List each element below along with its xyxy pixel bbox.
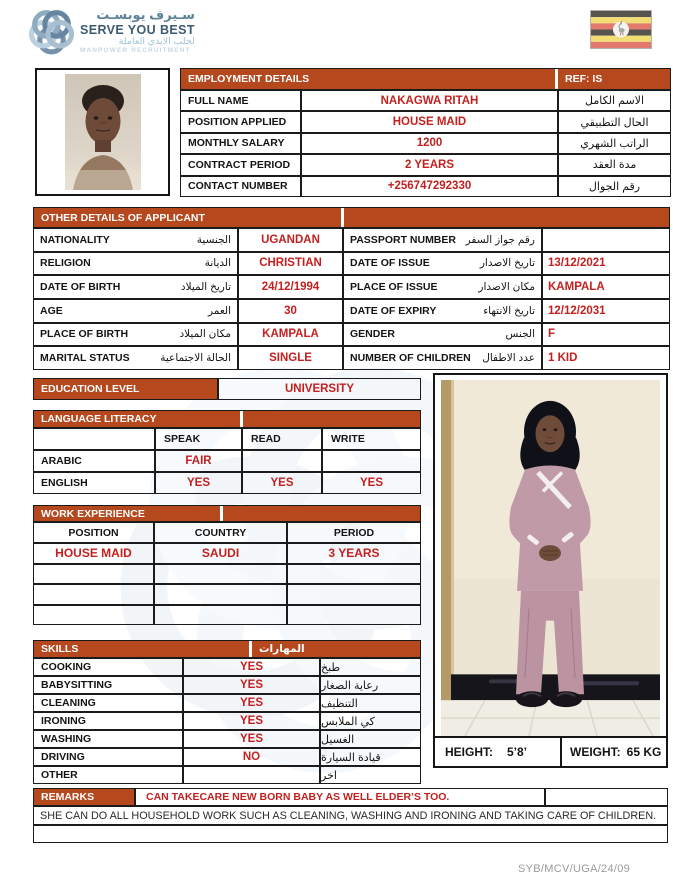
remarks-table [33, 788, 668, 843]
religion-value: CHRISTIAN [238, 252, 343, 276]
brand-logo [28, 8, 195, 55]
experience-position-value: HOUSE MAID [33, 543, 154, 564]
arabic-write-value [322, 450, 421, 472]
date-of-birth-value: 24/12/1994 [238, 275, 343, 299]
contact-number-label: CONTACT NUMBER [180, 176, 301, 197]
marital-status-value: SINGLE [238, 346, 343, 370]
cleaning-label: CLEANING [33, 694, 183, 712]
arabic-speak-value: FAIR [155, 450, 242, 472]
photo-box [433, 373, 668, 768]
experience-empty-cell [154, 605, 287, 626]
height-label: HEIGHT: [445, 745, 493, 759]
washing-label: WASHING [33, 730, 183, 748]
date-of-birth-label: DATE OF BIRTH تاريخ الميلاد [33, 275, 238, 299]
experience-country-value: SAUDI [154, 543, 287, 564]
brand-tagline: MANPOWER RECRUITMENT [80, 47, 191, 55]
remarks-empty-cell [545, 788, 668, 806]
passport-number-value [542, 228, 670, 252]
experience-empty-cell [154, 564, 287, 585]
uganda-flag-icon [590, 10, 652, 49]
other-skill-arabic: اخر [320, 766, 421, 784]
skills-title-arabic: المهارات [252, 641, 420, 657]
experience-empty-cell [33, 564, 154, 585]
full-name-label: FULL NAME [180, 90, 301, 111]
experience-empty-cell [33, 605, 154, 626]
education-level-row [33, 378, 421, 400]
babysitting-arabic: رعاية الصغار [320, 676, 421, 694]
remarks-body: SHE CAN DO ALL HOUSEHOLD WORK SUCH AS CLEANING, WASHING AND IRONING AND TAKING CARE OF CHILDREN. [33, 806, 668, 825]
employment-details-table [180, 68, 671, 197]
language-literacy-table [33, 410, 421, 494]
remarks-empty-row [33, 825, 668, 843]
weight-label: WEIGHT: [570, 745, 621, 759]
gender-value: F [542, 323, 670, 347]
other-details-table [33, 207, 670, 370]
ironing-value: YES [183, 712, 320, 730]
monthly-salary-label: MONTHLY SALARY [180, 133, 301, 154]
contract-period-arabic: مدة العقد [558, 154, 671, 175]
cooking-value: YES [183, 658, 320, 676]
date-of-issue-label: DATE OF ISSUE تاريخ الاصدار [343, 252, 542, 276]
place-of-birth-value: KAMPALA [238, 323, 343, 347]
country-column-header: COUNTRY [154, 522, 287, 543]
age-label: AGE العمر [33, 299, 238, 323]
place-of-issue-label: PLACE OF ISSUE مكان الاصدار [343, 275, 542, 299]
position-column-header: POSITION [33, 522, 154, 543]
gender-label: GENDER الجنس [343, 323, 542, 347]
employment-header-bar [180, 68, 671, 90]
full-name-arabic: الاسم الكامل [558, 90, 671, 111]
position-applied-value: HOUSE MAID [301, 111, 558, 132]
cleaning-value: YES [183, 694, 320, 712]
place-of-issue-value: KAMPALA [542, 275, 670, 299]
contact-number-arabic: رقم الجوال [558, 176, 671, 197]
contract-period-value: 2 YEARS [301, 154, 558, 175]
driving-value: NO [183, 748, 320, 766]
ironing-label: IRONING [33, 712, 183, 730]
write-column-header: WRITE [322, 428, 421, 450]
brand-name: SERVE YOU BEST [80, 22, 195, 37]
babysitting-value: YES [183, 676, 320, 694]
weight-field [560, 738, 666, 766]
cleaning-arabic: التنظيف [320, 694, 421, 712]
remarks-title: REMARKS [34, 789, 134, 805]
education-level-value: UNIVERSITY [218, 378, 421, 400]
period-column-header: PERIOD [287, 522, 421, 543]
height-field [435, 738, 560, 766]
nationality-value: UGANDAN [238, 228, 343, 252]
monthly-salary-value: 1200 [301, 133, 558, 154]
footer-ref-code: SYB/MCV/UGA/24/09 [518, 863, 631, 875]
cooking-label: COOKING [33, 658, 183, 676]
other-details-title: OTHER DETAILS OF APPLICANT [34, 208, 341, 227]
date-of-expiry-label: DATE OF EXPIRY تاريخ الانتهاء [343, 299, 542, 323]
skills-table [33, 640, 421, 784]
employment-title: EMPLOYMENT DETAILS [181, 69, 555, 89]
contact-number-value: +256747292330 [301, 176, 558, 197]
applicant-headshot-photo [65, 74, 141, 190]
date-of-issue-value: 13/12/2021 [542, 252, 670, 276]
other-skill-value [183, 766, 320, 784]
age-value: 30 [238, 299, 343, 323]
driving-label: DRIVING [33, 748, 183, 766]
washing-value: YES [183, 730, 320, 748]
work-experience-table [33, 505, 421, 625]
language-literacy-title: LANGUAGE LITERACY [34, 411, 240, 427]
experience-empty-cell [154, 584, 287, 605]
arabic-read-value [242, 450, 322, 472]
monthly-salary-arabic: الراتب الشهري [558, 133, 671, 154]
speak-column-header: SPEAK [155, 428, 242, 450]
skills-header-bar [33, 640, 421, 658]
headshot-frame [35, 68, 170, 196]
other-details-header-bar [33, 207, 670, 228]
ironing-arabic: كي الملابس [320, 712, 421, 730]
place-of-birth-label: PLACE OF BIRTH مكان الميلاد [33, 323, 238, 347]
applicant-fullbody-photo [441, 380, 660, 736]
washing-arabic: الغسيل [320, 730, 421, 748]
position-applied-arabic: الحال التطبيقي [558, 111, 671, 132]
work-experience-title: WORK EXPERIENCE [34, 506, 220, 521]
weight-value: 65 KG [626, 745, 662, 759]
cooking-arabic: طبخ [320, 658, 421, 676]
number-of-children-label: NUMBER OF CHILDREN عدد الاطفال [343, 346, 542, 370]
read-column-header: READ [242, 428, 322, 450]
arabic-language-label: ARABIC [33, 450, 155, 472]
experience-empty-cell [287, 584, 421, 605]
work-experience-header-bar [33, 505, 421, 522]
experience-empty-cell [33, 584, 154, 605]
position-applied-label: POSITION APPLIED [180, 111, 301, 132]
religion-label: RELIGION الديانة [33, 252, 238, 276]
english-read-value: YES [242, 472, 322, 494]
height-value: 5’8’ [507, 745, 528, 759]
experience-period-value: 3 YEARS [287, 543, 421, 564]
experience-empty-cell [287, 605, 421, 626]
babysitting-label: BABYSITTING [33, 676, 183, 694]
education-level-label: EDUCATION LEVEL [34, 379, 217, 399]
brand-arabic-tagline: لجلب الايدي العاملة [118, 35, 195, 47]
date-of-expiry-value: 12/12/2031 [542, 299, 670, 323]
english-language-label: ENGLISH [33, 472, 155, 494]
number-of-children-value: 1 KID [542, 346, 670, 370]
language-literacy-header-bar [33, 410, 421, 428]
driving-arabic: قيادة السيارة [320, 748, 421, 766]
marital-status-label: MARITAL STATUS الحالة الاجتماعية [33, 346, 238, 370]
remarks-highlight: CAN TAKECARE NEW BORN BABY AS WELL ELDER’S TOO. [135, 788, 545, 806]
english-speak-value: YES [155, 472, 242, 494]
brand-arabic-name: سـيرف يوبسـت [96, 7, 195, 23]
employment-ref: REF: IS [558, 69, 670, 89]
language-corner-cell [33, 428, 155, 450]
skills-title: SKILLS [34, 641, 249, 657]
english-write-value: YES [322, 472, 421, 494]
contract-period-label: CONTRACT PERIOD [180, 154, 301, 175]
experience-empty-cell [287, 564, 421, 585]
passport-number-label: PASSPORT NUMBER رقم جواز السفر [343, 228, 542, 252]
logo-knot-icon [28, 8, 75, 55]
nationality-label: NATIONALITY الجنسية [33, 228, 238, 252]
height-weight-row [435, 736, 666, 766]
full-name-value: NAKAGWA RITAH [301, 90, 558, 111]
other-skill-label: OTHER [33, 766, 183, 784]
